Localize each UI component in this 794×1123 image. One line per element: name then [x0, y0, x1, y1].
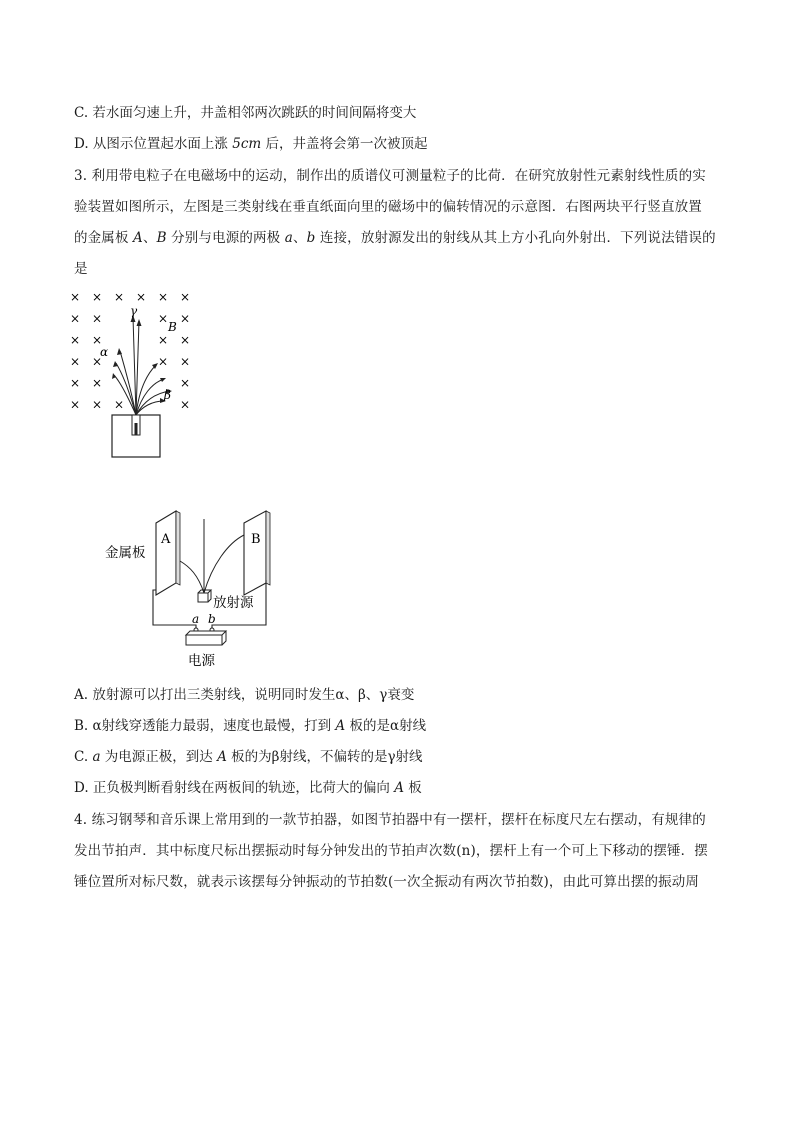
gamma-label: γ — [130, 304, 138, 318]
terminal-b-label: b — [208, 612, 216, 626]
arrowhead — [117, 348, 122, 355]
field-cross: × — [92, 311, 103, 326]
plate-a-edge — [176, 511, 180, 585]
power-supply — [186, 635, 222, 645]
field-cross: × — [180, 333, 191, 347]
terminal-a-label: a — [192, 612, 200, 626]
q4-line-2: 发出节拍声．其中标度尺标出摆振动时每分钟发出的节拍声次数(n)，摆杆上有一个可上下移动的摆锤．摆 — [74, 843, 708, 859]
ray-to-b — [204, 535, 244, 593]
field-cross: × — [70, 376, 81, 390]
q3-option-c: C. a 为电源正极，到达 A 板的为β射线，不偏转的是γ射线 — [74, 749, 423, 765]
field-cross: × — [92, 333, 103, 347]
field-cross: × — [180, 376, 191, 390]
q2-option-d: D. 从图示位置起水面上涨 5cm 后，井盖将会第一次被顶起 — [74, 136, 428, 152]
q3-option-d: D. 正负极判断看射线在两板间的轨迹，比荷大的偏向 A 板 — [74, 780, 422, 796]
field-label: B — [168, 320, 177, 334]
field-cross: × — [92, 354, 103, 369]
q3-option-a: A. 放射源可以打出三类射线，说明同时发生α、β、γ衰变 — [74, 687, 415, 703]
q3-stem-line-4: 是 — [74, 261, 88, 277]
q3-option-b: B. α射线穿透能力最弱，速度也最慢，打到 A 板的是α射线 — [74, 718, 427, 734]
field-cross: × — [180, 397, 191, 412]
arrowhead — [137, 319, 142, 326]
arrowhead — [113, 361, 118, 367]
field-cross: × — [70, 290, 81, 304]
field-cross: × — [92, 376, 103, 390]
plate-ray-paths — [180, 519, 244, 593]
field-cross: × — [158, 333, 169, 347]
radioactive-source — [135, 423, 138, 435]
field-cross: × — [70, 397, 81, 412]
q3-stem-line-2: 验装置如图所示，左图是三类射线在垂直纸面向里的磁场中的偏转情况的示意图．右图两块平行竖直放置 — [74, 199, 702, 215]
field-cross: × — [158, 311, 169, 326]
field-cross: × — [70, 333, 81, 347]
field-cross: × — [180, 354, 191, 369]
field-cross: × — [158, 290, 169, 304]
field-cross: × — [180, 290, 191, 304]
field-cross: × — [92, 290, 103, 304]
q3-stem-line-1: 3. 利用带电粒子在电磁场中的运动，制作出的质谱仪可测量粒子的比荷．在研究放射性元素射线性质的实 — [74, 168, 706, 184]
power-supply-top — [186, 631, 226, 635]
beta-label: β — [164, 388, 171, 402]
plate-a — [156, 511, 176, 595]
field-cross: × — [114, 290, 125, 304]
ray-to-a — [180, 561, 204, 593]
gamma-ray — [133, 317, 136, 415]
power-label: 电源 — [188, 653, 215, 669]
field-cross: × — [158, 354, 169, 369]
plate-b-edge — [266, 511, 270, 585]
plates-apparatus-figure — [100, 505, 290, 675]
field-cross: × — [180, 311, 191, 326]
q4-line-3: 锤位置所对标尺数，就表示该摆每分钟振动的节拍数(一次全振动有两次节拍数)，由此可算出摆的振动周 — [74, 874, 700, 890]
plate-a-label: A — [161, 532, 171, 547]
plate-b — [244, 511, 266, 595]
q3-stem-line-3: 的金属板 A、B 分别与电源的两极 a、b 连接，放射源发出的射线从其上方小孔向外射出．下列说法错误的 — [74, 230, 716, 246]
magnetic-field-figure — [64, 285, 204, 465]
field-cross: × — [92, 397, 103, 412]
field-cross: × — [70, 311, 81, 326]
q4-line-1: 4. 练习钢琴和音乐课上常用到的一款节拍器，如图节拍器中有一摆杆，摆杆在标度尺左右摆动，有规律的 — [74, 812, 706, 828]
field-cross: × — [136, 290, 147, 304]
metal-plate-label: 金属板 — [105, 545, 146, 561]
alpha-label: α — [100, 345, 109, 359]
field-cross: × — [114, 397, 125, 412]
field-cross: × — [70, 354, 81, 369]
source-cube — [198, 593, 208, 602]
wire-a — [153, 590, 196, 633]
source-label: 放射源 — [213, 595, 254, 611]
plate-b-label: B — [251, 532, 261, 547]
q2-option-c: C. 若水面匀速上升，井盖相邻两次跳跃的时间间隔将变大 — [74, 105, 417, 121]
